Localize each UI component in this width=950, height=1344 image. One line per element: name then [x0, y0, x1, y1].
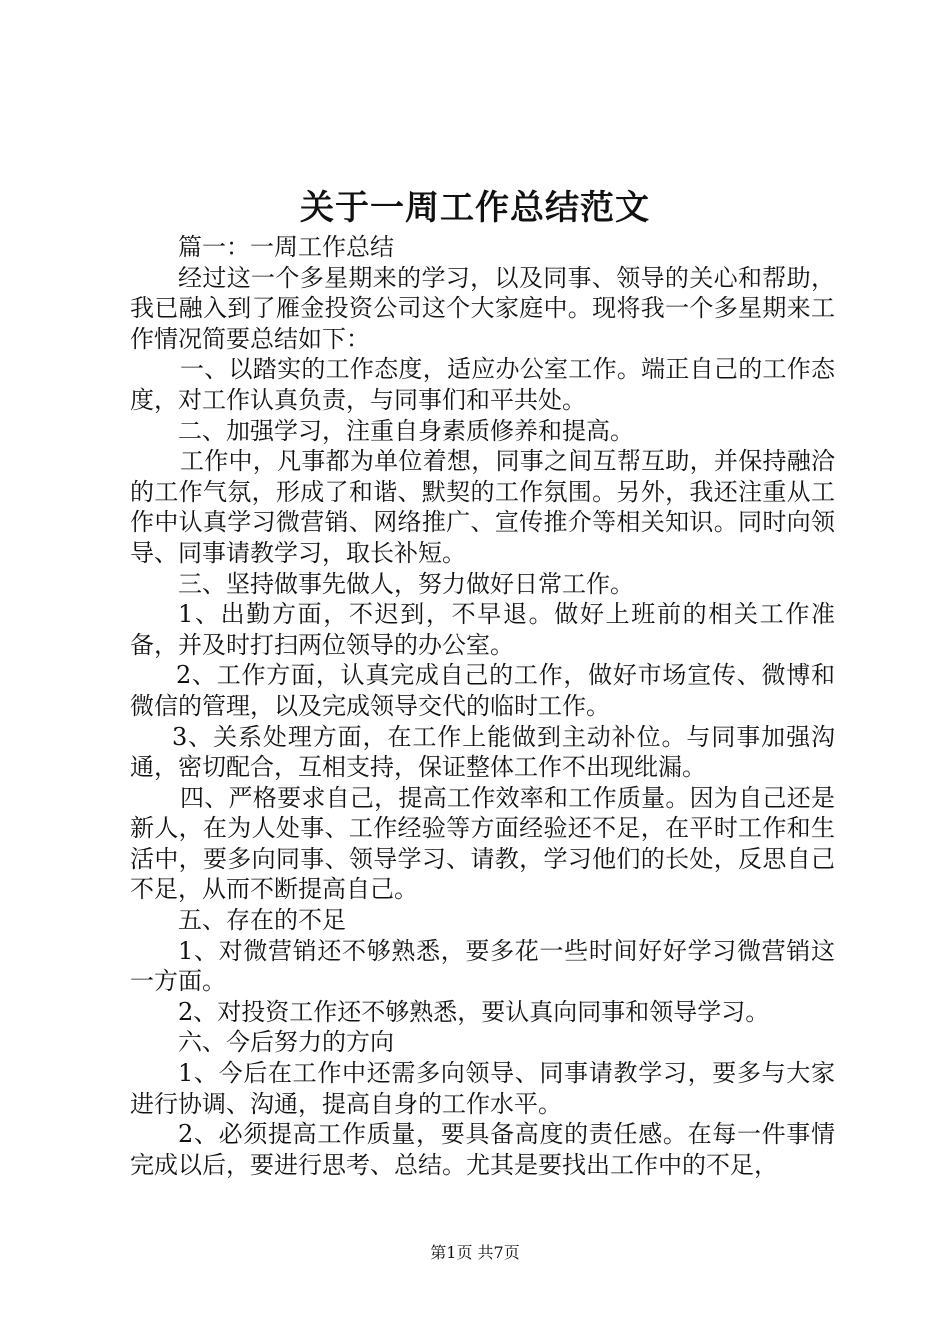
section-heading: 篇一：一周工作总结: [178, 233, 394, 261]
section-heading: 一、以踏实的工作态度，适应办公室工作。端正自己的工作态度，对工作认真负责，与同事们和平共处。: [130, 355, 835, 414]
list-item: 2、对投资工作还不够熟悉，要认真向同事和领导学习。: [178, 997, 770, 1026]
body-paragraph: 经过这一个多星期来的学习，以及同事、领导的关心和帮助，我已融入到了雁金投资公司这个大家庭中。现将我一个多星期来工作情况简要总结如下：: [130, 263, 835, 353]
section-heading: 四、严格要求自己，提高工作效率和工作质量。因为自己还是新人，在为人处事、工作经验等方面经验还不足，在平时工作和生活中，要多向同事、领导学习、请教，学习他们的长处，反思自己不足，从而不断提高自己。: [130, 783, 835, 904]
document-title: 关于一周工作总结范文: [300, 188, 650, 228]
list-item: 2、必须提高工作质量，要具备高度的责任感。在每一件事情完成以后，要进行思考、总结。尤其是要找出工作中的不足，: [130, 1120, 835, 1179]
list-item: 1、今后在工作中还需多向领导、同事请教学习，要多与大家进行协调、沟通，提高自身的工作水平。: [130, 1059, 835, 1118]
list-item: 1、出勤方面，不迟到，不早退。做好上班前的相关工作准备，并及时打扫两位领导的办公室。: [130, 600, 835, 659]
section-heading: 三、坚持做事先做人，努力做好日常工作。: [178, 569, 634, 598]
document-body: [130, 232, 835, 1180]
list-item: 1、对微营销还不够熟悉，要多花一些时间好好学习微营销这一方面。: [130, 936, 835, 996]
list-item: 3、关系处理方面，在工作上能做到主动补位。与同事加强沟通，密切配合，互相支持，保证整体工作不出现纰漏。: [130, 722, 835, 782]
list-item: 2、工作方面，认真完成自己的工作，做好市场宣传、微博和微信的管理，以及完成领导交代的临时工作。: [130, 661, 835, 720]
section-heading: 六、今后努力的方向: [178, 1028, 394, 1057]
body-paragraph: 工作中，凡事都为单位着想，同事之间互帮互助，并保持融洽的工作气氛，形成了和谐、默契的工作氛围。另外，我还注重从工作中认真学习微营销、网络推广、宣传推介等相关知识。同时向领导、同事请教学习，取长补短。: [130, 447, 835, 567]
page-number-footer: 第1页 共7页: [430, 1243, 520, 1262]
section-heading: 五、存在的不足: [178, 906, 346, 935]
section-heading: 二、加强学习，注重自身素质修养和提高。: [178, 416, 634, 445]
